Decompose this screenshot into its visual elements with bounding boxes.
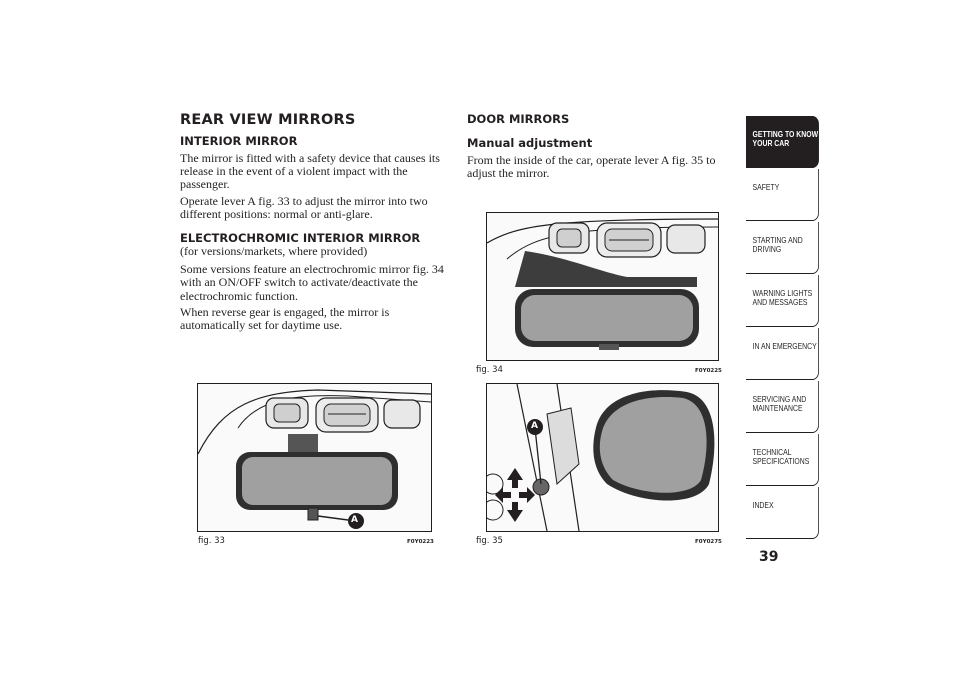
chapter-tab-servicing[interactable]: SERVICING AND MAINTENANCE <box>746 381 819 433</box>
electrochromic-mirror-illustration <box>487 213 718 360</box>
figure-code: F0Y0223 <box>407 539 434 545</box>
figure-35-door-mirror <box>486 383 719 532</box>
figure-code: F0Y0225 <box>695 368 722 374</box>
chapter-tab-index[interactable]: INDEX <box>746 487 819 539</box>
page-number: 39 <box>759 549 779 565</box>
door-mirror-illustration <box>487 384 718 531</box>
chapter-tab-getting-to-know[interactable]: GETTING TO KNOW YOUR CAR <box>746 116 819 168</box>
adjustment-arrows-icon <box>495 468 535 522</box>
interior-mirror-heading: INTERIOR MIRROR <box>180 134 298 148</box>
chapter-tab-technical-specs[interactable]: TECHNICAL SPECIFICATIONS <box>746 434 819 486</box>
figure-34-electrochromic-mirror <box>486 212 719 361</box>
paragraph: The mirror is fitted with a safety device that causes its release in the event of a violent impact with the passenger. <box>180 151 440 192</box>
paragraph: Some versions feature an electrochromic mirror fig. 34 with an ON/OFF switch to activate/deactivate the electrochromic function. <box>180 262 444 303</box>
electrochromic-heading: ELECTROCHROMIC INTERIOR MIRROR <box>180 231 421 246</box>
figure-code: F0Y0275 <box>695 539 722 545</box>
figure-33-interior-mirror <box>197 383 432 532</box>
paragraph: When reverse gear is engaged, the mirror is automatically set for daytime use. <box>180 304 390 333</box>
availability-note: (for versions/markets, where provided) <box>180 244 368 259</box>
figure-label: fig. 35 <box>476 536 503 546</box>
chapter-sidebar <box>746 116 819 540</box>
callout-a-label: A <box>531 421 538 431</box>
manual-adjustment-heading: Manual adjustment <box>467 136 593 150</box>
chapter-tab-safety[interactable]: SAFETY <box>746 169 819 221</box>
left-column <box>180 112 452 335</box>
callout-a-label: A <box>351 515 358 525</box>
figure-label: fig. 34 <box>476 365 503 375</box>
right-column <box>467 112 737 183</box>
chapter-tab-starting-driving[interactable]: STARTING AND DRIVING <box>746 222 819 274</box>
figure-label: fig. 33 <box>198 536 225 546</box>
interior-mirror-illustration <box>198 384 431 531</box>
door-mirrors-heading: DOOR MIRRORS <box>467 112 570 126</box>
chapter-tab-warning-lights[interactable]: WARNING LIGHTS AND MESSAGES <box>746 275 819 327</box>
section-title: REAR VIEW MIRRORS <box>180 112 356 128</box>
paragraph: Operate lever A fig. 33 to adjust the mirror into two different positions: normal or anti-glare. <box>180 193 428 221</box>
chapter-tab-emergency[interactable]: IN AN EMERGENCY <box>746 328 819 380</box>
paragraph: From the inside of the car, operate lever A fig. 35 to adjust the mirror. <box>467 153 716 181</box>
